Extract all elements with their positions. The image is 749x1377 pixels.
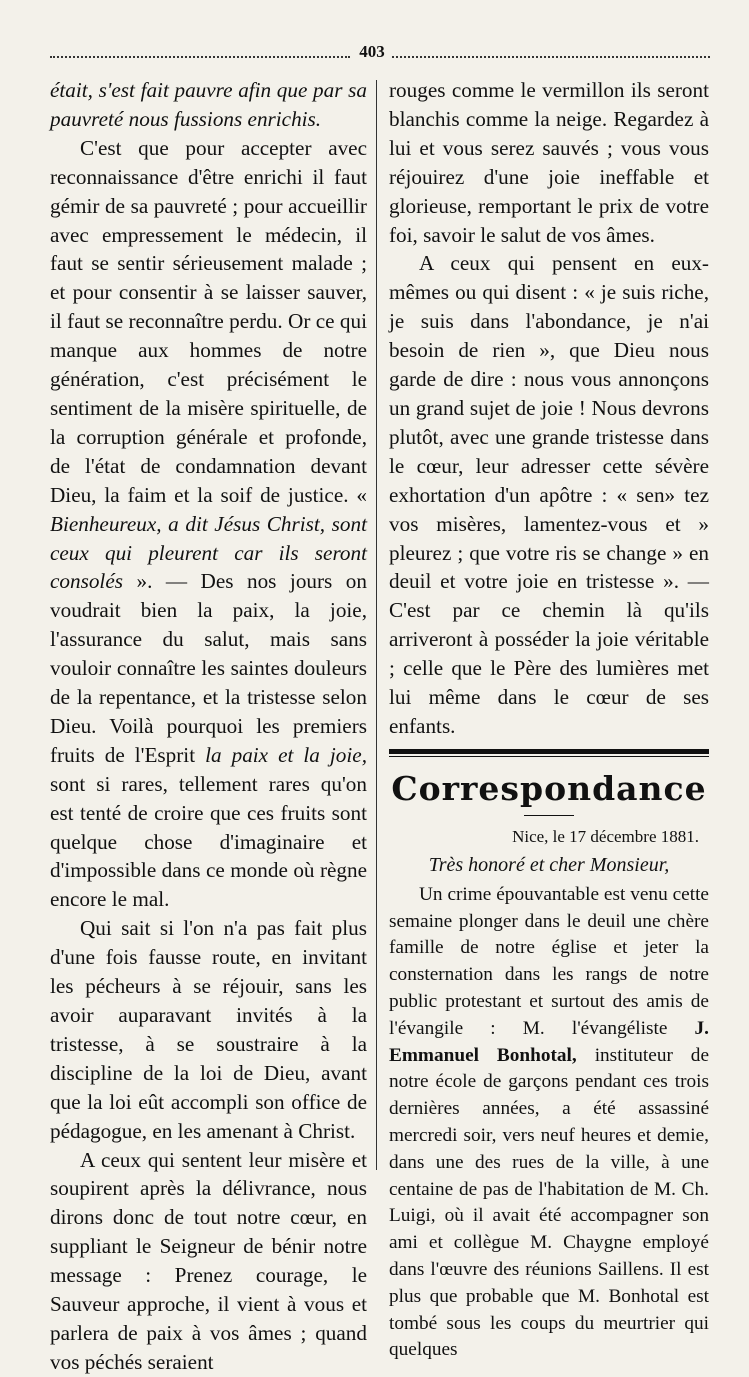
left-paragraph-3: Qui sait si l'on n'a pas fait plus d'une fois fausse route, en invitant les pécheurs à se réjouir, sans les avoir auparavant invités à la tristesse, à se soustraire à la discipline de la loi de Dieu, avant que la loi eût accompli son office de pédagogue, en les amenant à Christ.: [50, 916, 367, 1143]
letter-dateline: Nice, le 17 décembre 1881.: [512, 826, 699, 846]
header-rule-left: [50, 56, 350, 58]
fruits-phrase: la paix et la joie,: [205, 742, 367, 767]
header-rule-right: [392, 56, 710, 58]
letter-body: [389, 882, 709, 1364]
left-paragraph-2-text: C'est que pour accepter avec reconnaissance d'être enrichi il faut gémir de sa pauvreté ; pour accueillir avec empressement le médecin, il faut se sentir sérieusement malade ; et pour consentir à se laisser sauver, il faut se reconnaître perdu. Or ce qui manque aux hommes de notre génération, c'est précisément le sentiment de la misère spirituelle, de la corruption générale et profonde, de l'état de condamnation devant Dieu, la faim et la soif de justice.: [50, 135, 367, 507]
left-paragraph-1: était, s'est fait pauvre afin que par sa pauvreté nous fussions enrichis.: [50, 78, 367, 131]
quote-close-text: ». — Des nos jours on voudrait bien la paix, la joie, l'assurance du salut, mais sans vouloir connaître les saintes douleurs de la repentance, et la tristesse selon Dieu. Voilà pourquoi les premiers fruits de l'Esprit: [50, 569, 367, 767]
quote-open: «: [356, 482, 367, 507]
column-divider: [376, 80, 377, 1170]
right-paragraph-2: A ceux qui pensent en eux-mêmes ou qui disent : « je suis riche, je suis dans l'abondance, je n'ai besoin de rien », que Dieu nous garde de dire : nous vous annonçons un grand sujet de joie ! Nous devrons plutôt, avec une grande tristesse dans le cœur, leur adresser cette sévère exhortation d'un apôtre : « sen» tez vos misères, lamentez-vous et » pleurez ; que votre ris se change » en deuil et votre joie en tristesse ». — C'est par ce chemin là qu'ils arriveront à posséder la joie véritable ; celle que le Père des lumières met lui même dans le cœur de ses enfants.: [389, 251, 709, 738]
victim-name: J. Emmanuel Bonhotal,: [389, 1017, 709, 1066]
section-rule-thick: [389, 749, 709, 754]
letter-body-end: instituteur de notre école de garçons pendant ces trois dernières années, a été assassiné mercredi soir, vers neuf heures et demie, dans une des rues de la ville, à une centaine de pas de l'habitation de M. Ch. Luigi, où il avait été accompagner son ami et collègue M. Chaygne employé dans l'œuvre des réunions Saillens. Il est plus que probable que M. Bonhotal est tombé sous les coups du meurtrier qui quelques: [389, 1044, 709, 1361]
letter-body-start: Un crime épouvantable est venu cette semaine plonger dans le deuil une chère famille de notre église et jeter la consternation dans les rangs de notre public protestant et surtout des amis de l'évangile : M. l'évangéliste: [389, 883, 709, 1039]
page-number: 403: [359, 42, 385, 61]
right-paragraph-1: rouges comme le vermillon ils seront blanchis comme la neige. Regardez à lui et vous serez sauvés ; vous vous réjouirez d'une joie ineffable et glorieuse, remportant le prix de votre foi, savoir le salut de vos âmes.: [389, 78, 709, 247]
letter-salutation: Très honoré et cher Monsieur,: [428, 853, 670, 876]
beatitude-quote: Bienheureux, a dit Jésus Christ, sont ceux qui pleurent car ils seront consolés: [50, 511, 367, 594]
left-paragraph-4: A ceux qui sentent leur misère et soupirent après la délivrance, nous dirons donc de tout notre cœur, en suppliant le Seigneur de bénir notre message : Prenez courage, le Sauveur approche, il vient à vous et parlera de paix à vos âmes ; quand vos péchés seraient: [50, 1147, 367, 1374]
right-column: [389, 76, 709, 1364]
section-title: Correspondance: [391, 768, 707, 808]
left-paragraph-2: [50, 134, 367, 914]
left-paragraph-2-end: sont si rares, tellement rares qu'on est tenté de croire que ces fruits sont quelque chose d'imaginaire et d'impossible dans ce monde où règne encore le mal.: [50, 771, 367, 912]
page-header: [50, 40, 710, 74]
title-short-rule: [524, 815, 574, 816]
left-column: [50, 76, 367, 1377]
section-rule-thin: [389, 756, 709, 757]
